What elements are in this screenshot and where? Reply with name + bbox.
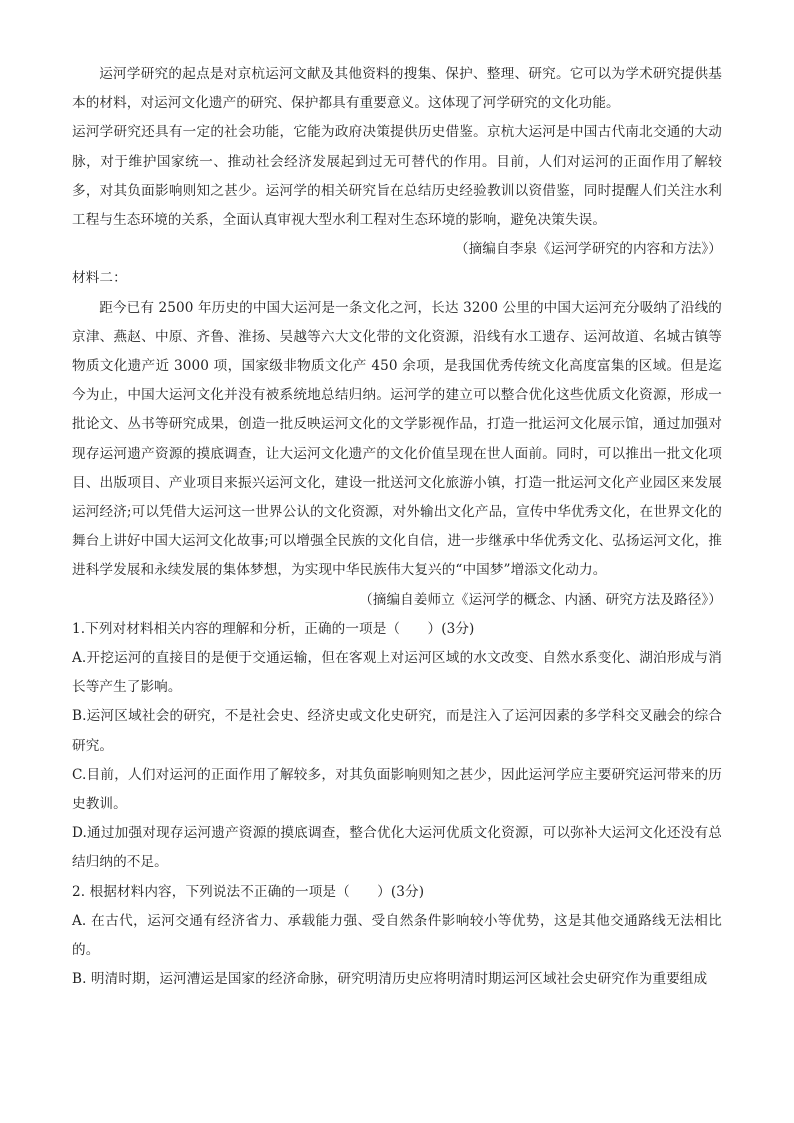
question1-option-a: A.开挖运河的直接目的是便于交通运输，但在客观上对运河区域的水文改变、自然水系变化、湖泊形成与消长等产生了影响。	[72, 650, 722, 696]
material2-source: （摘编自姜师立《运河学的概念、内涵、研究方法及路径》）	[359, 591, 722, 608]
question1-option-b: B.运河区域社会的研究，不是社会史、经济史或文化史研究，而是注入了运河因素的多学科交叉融会的综合研究。	[72, 708, 722, 754]
material1-paragraph-2: 运河学研究还具有一定的社会功能，它能为政府决策提供历史借鉴。京杭大运河是中国古代南北交通的大动脉，对于维护国家统一、推动社会经济发展起到过无可替代的作用。目前，人们对运河的正面作用了解较多，对其负面影响则知之甚少。运河学的相关研究旨在总结历史经验教训以资借鉴，同时提醒人们关注水利工程与生态环境的关系，全面认真审视大型水利工程对生态环境的影响，避免决策失误。	[72, 124, 722, 229]
question2-option-b: B. 明清时期，运河漕运是国家的经济命脉，研究明清历史应将明清时期运河区域社会史研究作为重要组成	[72, 971, 708, 988]
question1-option-c: C.目前，人们对运河的正面作用了解较多，对其负面影响则知之甚少，因此运河学应主要研究运河带来的历史教训。	[72, 766, 722, 813]
material2-paragraph-1: 距今已有 2500 年历史的中国大运河是一条文化之河，长达 3200 公里的中国大运河充分吸纳了沿线的京津、燕赵、中原、齐鲁、淮扬、吴越等六大文化带的文化资源，沿线有水工遗存、运河故道、名城古镇等物质文化遗产近 3000 项，国家级非物质文化产 450 余项，是我国优秀传统文化高度富集的区域。但是迄今为止，中国大运河文化并没有被系统地总结归纳。运河学的建立可以整合优化这些优质文化资源，形成一批论文、丛书等研究成果，创造一批反映运河文化的文学影视作品，打造一批运河文化展示馆，通过加强对现存运河遗产资源的摸底调查，让大运河文化遗产的文化价值呈现在世人面前。同时，可以推出一批文化项目、出版项目、产业项目来振兴运河文化，建设一批送河文化旅游小镇，打造一批运河文化产业园区来发展运河经济;可以凭借大运河这一世界公认的文化资源，对外输出文化产品，宣传中华优秀文化，在世界文化的舞台上讲好中国大运河文化故事;可以增强全民族的文化自信，进一步继承中华优秀文化、弘扬运河文化，推进科学发展和永续发展的集体梦想，为实现中华民族伟大复兴的“中国梦”增添文化动力。	[72, 299, 722, 579]
question2-stem: 2. 根据材料内容，下列说法不正确的一项是（ ）(3分)	[72, 883, 425, 900]
question2-option-a: A. 在古代，运河交通有经济省力、承载能力强、受自然条件影响较小等优势，这是其他交通路线无法相比的。	[72, 912, 722, 959]
question1-option-d: D.通过加强对现存运河遗产资源的摸底调查，整合优化大运河优质文化资源，可以弥补大运河文化还没有总结归纳的不足。	[72, 825, 722, 871]
material2-heading: 材料二：	[72, 270, 127, 287]
document-page	[72, 60, 722, 995]
material1-paragraph-1: 运河学研究的起点是对京杭运河文献及其他资料的搜集、保护、整理、研究。它可以为学术研究提供基本的材料，对运河文化遗产的研究、保护都具有重要意义。这体现了河学研究的文化功能。	[72, 66, 722, 112]
question1-stem: 1.下列对材料相关内容的理解和分析，正确的一项是（ ）(3分)	[72, 620, 475, 637]
material1-source: （摘编自李泉《运河学研究的内容和方法》）	[454, 241, 722, 258]
